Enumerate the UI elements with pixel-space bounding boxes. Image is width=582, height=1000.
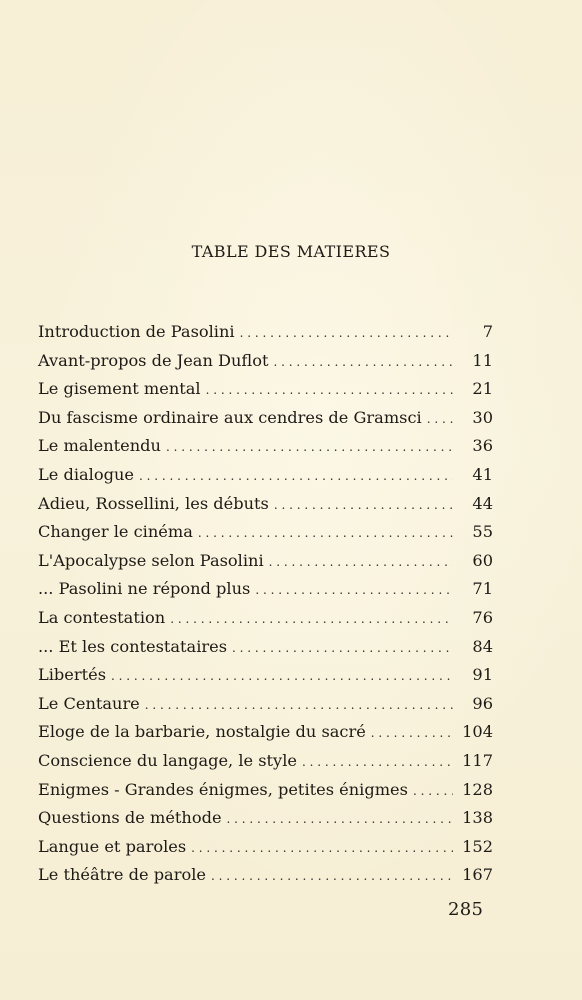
toc-entry-title: Introduction de Pasolini [38, 322, 235, 341]
toc-leader-dots [269, 548, 453, 577]
toc-leader-dots [206, 376, 453, 405]
toc-entry-page: 44 [472, 493, 493, 513]
toc-entry-title: Libertés [38, 665, 106, 685]
toc-entry [38, 490, 493, 519]
toc-entry-page: 7 [482, 322, 493, 341]
toc-entry [38, 432, 493, 461]
toc-leader-dots [111, 662, 453, 691]
toc-entry-page: 96 [472, 693, 493, 713]
toc-entry [38, 661, 493, 690]
toc-entry-page: 104 [462, 722, 493, 742]
toc-entry-page: 91 [472, 665, 493, 685]
toc-entry-title: Eloge de la barbarie, nostalgie du sacré [38, 722, 366, 742]
toc-leader-dots [139, 462, 453, 491]
toc-leader-dots [166, 433, 453, 462]
toc-entry-title: Avant-propos de Jean Duflot [38, 350, 269, 370]
toc-entry-page: 30 [472, 407, 493, 427]
toc-entry [38, 718, 493, 747]
toc-entry [38, 604, 493, 633]
toc-leader-dots [371, 719, 453, 748]
toc-entry-page: 167 [462, 865, 493, 885]
toc-leader-dots [211, 862, 453, 891]
toc-entry [38, 547, 493, 576]
toc-entry-title: L'Apocalypse selon Pasolini [38, 550, 264, 570]
toc-entry [38, 347, 493, 376]
toc-entry-title: Changer le cinéma [38, 522, 193, 542]
toc-entry [38, 575, 493, 604]
toc-leader-dots [227, 805, 453, 834]
toc-entry [38, 861, 493, 890]
toc-entry-title: Questions de méthode [38, 808, 222, 828]
toc-entry [38, 633, 493, 662]
toc-entry-title: Enigmes - Grandes énigmes, petites énigmes [38, 779, 408, 799]
toc-entry [38, 404, 493, 433]
toc-leader-dots [198, 519, 453, 548]
toc-entry-page: 55 [472, 522, 493, 542]
toc-entry-title: Du fascisme ordinaire aux cendres de Gramsci [38, 407, 422, 427]
toc-entry-title: ... Pasolini ne répond plus [38, 579, 251, 599]
toc-leader-dots [232, 634, 453, 663]
toc-leader-dots [274, 491, 453, 520]
toc-leader-dots [255, 576, 453, 605]
toc-entry-title: Le malentendu [38, 436, 161, 456]
toc-entry-title: Le dialogue [38, 464, 134, 484]
toc-leader-dots [191, 834, 453, 863]
toc-entry [38, 804, 493, 833]
toc-leader-dots [170, 605, 453, 634]
toc-entry-page: 41 [472, 464, 493, 484]
toc-entry-page: 128 [462, 779, 493, 799]
toc-leader-dots [413, 777, 453, 806]
toc-leader-dots [145, 691, 453, 720]
toc-entry-title: Conscience du langage, le style [38, 750, 297, 770]
toc-entry-title: Adieu, Rossellini, les débuts [38, 493, 269, 513]
toc-entry-page: 76 [472, 607, 493, 627]
toc-entry-title: Le Centaure [38, 693, 140, 713]
toc-entry-page: 117 [462, 750, 493, 770]
toc-entry-title: Le théâtre de parole [38, 865, 206, 885]
toc-leader-dots [273, 348, 453, 377]
toc-leader-dots [302, 748, 453, 777]
toc-entry [38, 518, 493, 547]
toc-entry-page: 138 [462, 808, 493, 828]
toc-leader-dots [240, 319, 453, 348]
toc-entry-page: 21 [472, 379, 493, 399]
toc-entry-page: 71 [472, 579, 493, 599]
toc-entry-title: ... Et les contestataires [38, 636, 228, 656]
toc-entry [38, 461, 493, 490]
toc-entry [38, 833, 493, 862]
toc-entry-title: Le gisement mental [38, 379, 201, 399]
toc-entry-page: 60 [472, 550, 493, 570]
toc-entry [38, 747, 493, 776]
toc-entry-page: 152 [462, 836, 493, 856]
toc-title: TABLE DES MATIERES [191, 242, 391, 261]
toc-entry [38, 375, 493, 404]
page-number: 285 [448, 899, 484, 920]
toc-entry-title: Langue et paroles [38, 836, 187, 856]
toc-entry [38, 690, 493, 719]
toc-entry [38, 318, 493, 347]
toc-leader-dots [427, 405, 453, 434]
table-of-contents [38, 318, 493, 890]
toc-entry-page: 36 [472, 436, 493, 456]
toc-entry-page: 11 [472, 350, 493, 370]
toc-entry [38, 776, 493, 805]
toc-entry-page: 84 [472, 636, 493, 656]
toc-entry-title: La contestation [38, 607, 166, 627]
